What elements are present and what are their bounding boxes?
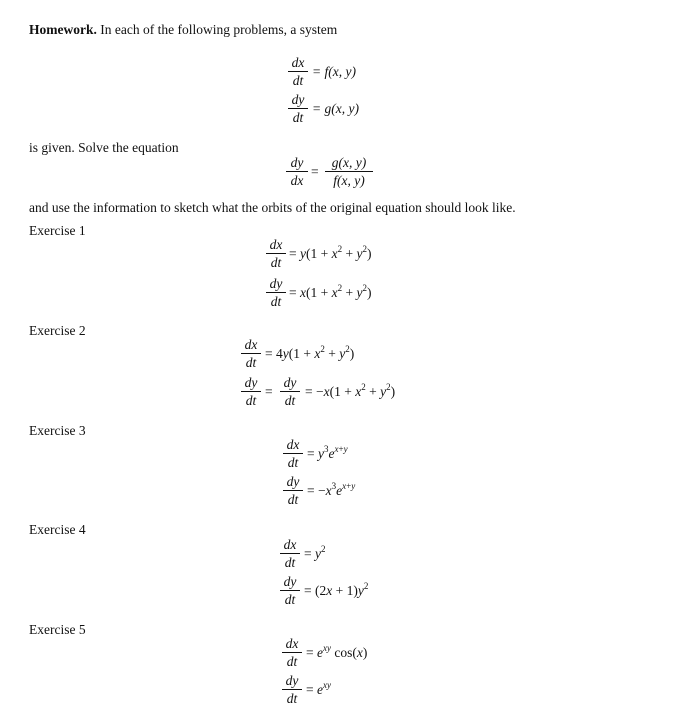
ex1-eq2-den: dt <box>270 294 282 309</box>
ex5-eq2-den: dt <box>286 691 298 706</box>
system-eq2-fraction <box>288 92 308 125</box>
ex4-eq1-num: dx <box>280 537 300 554</box>
ex5-eq1-den: dt <box>286 654 298 669</box>
ex3-eq1-num: dx <box>283 437 303 454</box>
ex2-eq2-fraction <box>241 375 261 408</box>
ex5-eq1-rhs: = $e^{xy}$ cos(x) <box>306 643 368 660</box>
ex2-eq1-rhs: = $4y(1 + x^2 + y^2)$ <box>265 344 355 361</box>
ex1-eq2-num: dy <box>266 276 286 293</box>
system-eq1-fraction <box>288 55 308 88</box>
ex4-eq2-rhs: = $(2x + 1)y^2$ <box>304 581 369 598</box>
ex4-eq1-fraction <box>280 537 300 570</box>
intro-line <box>29 22 337 38</box>
system-eq2-rhs: = g(x, y) <box>312 101 359 116</box>
ex4-eq1-rhs: = $y^2$ <box>304 544 326 561</box>
ex5-eq1-num: dx <box>282 636 302 653</box>
ex1-eq2-fraction <box>266 276 286 309</box>
instruction-text: and use the information to sketch what the orbits of the original equation should look like. <box>29 200 516 215</box>
ex2-eq2-den: dt <box>245 393 257 408</box>
system-eq2-den: dt <box>292 110 304 125</box>
solve-rhs-den: f(x, y) <box>333 173 365 188</box>
ex3-eq2-den: dt <box>287 492 299 507</box>
ex4-eq2-num: dy <box>280 574 300 591</box>
solve-equals: = <box>311 164 319 179</box>
system-eq2-num: dy <box>288 92 308 109</box>
ex2-eq2-num2: dy <box>280 375 300 392</box>
ex3-eq1-fraction <box>283 437 303 470</box>
ex1-eq1-den: dt <box>270 255 282 270</box>
ex2-eq1-num: dx <box>241 337 261 354</box>
intro-text: In each of the following problems, a system <box>100 22 338 37</box>
ex3-eq1-den: dt <box>287 455 299 470</box>
solve-rhs-fraction <box>325 155 373 188</box>
ex2-eq1-fraction <box>241 337 261 370</box>
ex2-eq1-den: dt <box>245 355 257 370</box>
ex3-eq2-rhs: = $-x^3e^{x+y}$ <box>307 481 356 498</box>
exercise-label: Exercise 3 <box>29 423 86 438</box>
ex5-eq2-fraction <box>282 673 302 706</box>
ex5-eq2-rhs: = $e^{xy}$ <box>306 680 331 697</box>
ex4-eq1-den: dt <box>284 555 296 570</box>
exercise-label: Exercise 4 <box>29 522 86 537</box>
system-eq1-num: dx <box>288 55 308 72</box>
ex2-eq2-rhs: = $-x(1 + x^2 + y^2)$ <box>305 382 396 399</box>
ex1-eq1-rhs: = $y(1 + x^2 + y^2)$ <box>289 244 372 261</box>
solve-lhs-fraction <box>286 155 308 188</box>
ex4-eq2-fraction <box>280 574 300 607</box>
ex1-eq2-rhs: = $x(1 + x^2 + y^2)$ <box>289 283 372 300</box>
ex1-eq1-fraction <box>266 237 286 270</box>
ex3-eq1-rhs: = $y^3e^{x+y}$ <box>307 444 348 461</box>
exercise-label: Exercise 2 <box>29 323 86 338</box>
ex4-eq2-den: dt <box>284 592 296 607</box>
ex2-eq2-fraction2 <box>280 375 300 408</box>
ex3-eq2-fraction <box>283 474 303 507</box>
solve-lhs-num: dy <box>286 155 308 172</box>
homework-heading: Homework. <box>29 22 97 37</box>
system-eq1-rhs: = f(x, y) <box>312 64 356 79</box>
ex5-eq1-fraction <box>282 636 302 669</box>
exercise-label: Exercise 5 <box>29 622 86 637</box>
ex5-eq2-num: dy <box>282 673 302 690</box>
system-eq1-den: dt <box>292 73 304 88</box>
ex2-eq2-den2: dt <box>284 393 296 408</box>
ex3-eq2-num: dy <box>283 474 303 491</box>
ex2-eq2-mid: = <box>265 384 273 399</box>
ex2-eq2-num: dy <box>241 375 261 392</box>
given-text: is given. Solve the equation <box>29 140 179 155</box>
exercise-label: Exercise 1 <box>29 223 86 238</box>
solve-rhs-num: g(x, y) <box>325 155 373 172</box>
ex1-eq1-num: dx <box>266 237 286 254</box>
solve-lhs-den: dx <box>290 173 304 188</box>
